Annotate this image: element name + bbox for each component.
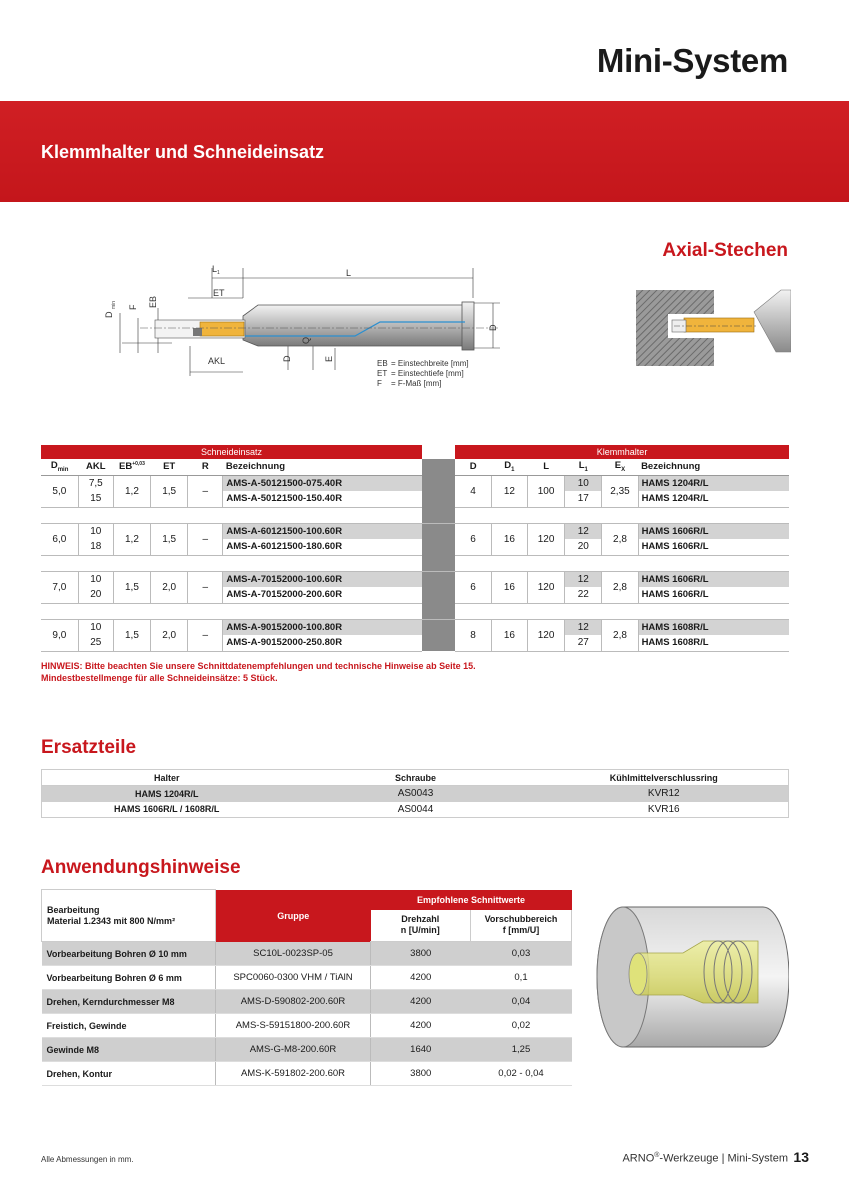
cell-l: 120 [528,571,565,603]
cell-vorschub: 0,1 [471,966,572,990]
cell-insert-code: AMS-A-90152000-100.80R [223,619,422,635]
footer-brand: ARNO®-Werkzeuge | Mini-System [622,1152,788,1165]
table-row [42,786,789,802]
svg-text:D: D [282,355,292,362]
cell-insert-code: AMS-A-70152000-100.60R [223,571,422,587]
cell-l1: 17 [565,491,602,507]
cell-holder-code: HAMS 1606R/L [638,523,789,539]
table-row [42,1014,572,1038]
cell-separator [422,475,455,491]
cell-holder-code: HAMS 1606R/L [638,587,789,603]
cell-dmin: 7,0 [41,571,78,603]
cell-holder-code: HAMS 1204R/L [638,475,789,491]
banner-title: Klemmhalter und Schneideinsatz [41,142,325,162]
cell-akl: 20 [78,587,113,603]
spare-parts-heading: Ersatzteile [41,737,137,758]
section-banner [0,101,849,202]
cell-vorschub: 0,04 [471,990,572,1014]
spacer-row [41,507,789,523]
cell-vorschub: 0,02 [471,1014,572,1038]
drawing-legend [377,359,469,389]
table-row [42,966,572,990]
cell-et: 2,0 [151,619,188,651]
svg-text:L: L [346,268,352,278]
page-title: Mini-System [596,42,788,79]
cell-ex: 2,8 [602,571,638,603]
cell-eb: 1,5 [113,619,150,651]
cell-ex: 2,8 [602,523,638,555]
cell-insert-code: AMS-A-50121500-075.40R [223,475,422,491]
cell-insert-code: AMS-A-60121500-180.60R [223,539,422,555]
notice [41,660,476,684]
cell-vorschub: 0,02 - 0,04 [471,1062,572,1086]
table-row [41,571,789,587]
notice-line-2: Mindestbestellmenge für alle Schneideinsätze: 5 Stück. [41,673,278,683]
col-akl: AKL [78,459,113,475]
cell-l1: 10 [565,475,602,491]
application-heading: Anwendungshinweise [41,857,241,878]
cell-dmin: 5,0 [41,475,78,507]
group-header-insert: Schneideinsatz [41,445,422,459]
cell-drehzahl: 3800 [371,942,471,966]
cell-holder-code: HAMS 1608R/L [638,635,789,651]
col-eb: $EB^{+0,03}$ [113,459,150,475]
cell-bearbeitung: Vorbearbeitung Bohren Ø 10 mm [42,942,216,966]
cell-akl: 10 [78,571,113,587]
cell-insert-code: AMS-A-70152000-200.60R [223,587,422,603]
cell-bearbeitung: Freistich, Gewinde [42,1014,216,1038]
cell-holder-code: HAMS 1204R/L [638,491,789,507]
notice-line-1: HINWEIS: Bitte beachten Sie unsere Schnittdatenempfehlungen und technische Hinweise ab Seite 15. [41,661,476,671]
svg-text:D: D [104,311,114,318]
cell-et: 1,5 [151,475,188,507]
table-row [42,942,572,966]
table-row [41,523,789,539]
page-number: 13 [793,1149,809,1165]
cell-l1: 22 [565,587,602,603]
svg-text:L: L [212,264,218,274]
svg-text:F: F [128,304,138,310]
table-row [42,1062,572,1086]
svg-text:E: E [324,355,334,362]
col-schraube: Schraube [292,770,540,786]
col-ring: Kühlmittelverschlussring [540,770,789,786]
col-empfohlen: Empfohlene Schnittwerte [371,890,572,910]
table-row [42,802,789,818]
group-header-holder: Klemmhalter [455,445,789,459]
application-table [41,889,572,1086]
cell-r: – [188,523,223,555]
col-halter: Halter [42,770,292,786]
cell-drehzahl: 1640 [371,1038,471,1062]
cell-et: 1,5 [151,523,188,555]
col-et: ET [151,459,188,475]
cell-l1: 27 [565,635,602,651]
cell-eb: 1,2 [113,523,150,555]
spacer-row [41,603,789,619]
cell-d1: 16 [491,619,527,651]
footer-note: Alle Abmessungen in mm. [41,1155,134,1164]
product-table [41,445,789,652]
cell-halter: HAMS 1606R/L / 1608R/L [114,804,220,815]
svg-text:D: D [488,324,498,331]
col-l1: $L_1$ [565,459,602,475]
cell-d: 6 [455,523,491,555]
col-bearbeitung: Bearbeitung Material 1.2343 mit 800 N/mm² [42,890,216,942]
cell-l1: 12 [565,523,602,539]
cell-d: 6 [455,571,491,603]
cell-r: – [188,619,223,651]
cell-l1: 20 [565,539,602,555]
axial-grooving-image [636,282,791,366]
cell-ring: KVR16 [647,803,680,815]
cell-d1: 16 [491,523,527,555]
table-row [42,990,572,1014]
col-holder-code: Bezeichnung [638,459,789,475]
cell-drehzahl: 4200 [371,966,471,990]
legend-f: F = F-Maß [mm] [377,379,442,388]
cell-gruppe: AMS-D-590802-200.60R [216,990,371,1014]
svg-text:EB: EB [148,295,158,308]
cell-dmin: 6,0 [41,523,78,555]
cell-drehzahl: 4200 [371,1014,471,1038]
col-ex: $E_X$ [602,459,638,475]
cell-gruppe: SPC0060-0300 VHM / TiAlN [216,966,371,990]
cell-schraube: AS0044 [397,803,434,815]
cell-eb: 1,5 [113,571,150,603]
legend-eb: EB = Einstechbreite [mm] [377,359,469,368]
cell-insert-code: AMS-A-90152000-250.80R [223,635,422,651]
table-row [41,475,789,491]
svg-text:min: min [111,300,117,309]
cell-drehzahl: 3800 [371,1062,471,1086]
cell-eb: 1,2 [113,475,150,507]
cell-l: 100 [528,475,565,507]
cell-akl: 15 [78,491,113,507]
cell-d: 4 [455,475,491,507]
cell-et: 2,0 [151,571,188,603]
cell-d1: 12 [491,475,527,507]
cell-drehzahl: 4200 [371,990,471,1014]
col-drehzahl: Drehzahl n [U/min] [371,910,471,942]
cell-holder-code: HAMS 1608R/L [638,619,789,635]
col-d1: $D_1$ [491,459,527,475]
cell-ex: 2,8 [602,619,638,651]
cell-bearbeitung: Drehen, Kontur [42,1062,216,1086]
cell-bearbeitung: Gewinde M8 [42,1038,216,1062]
cell-akl: 10 [78,619,113,635]
cell-separator [422,491,455,507]
legend-et: ET = Einstechtiefe [mm] [377,369,464,378]
svg-text:AKL: AKL [208,356,226,366]
cell-holder-code: HAMS 1606R/L [638,571,789,587]
cell-halter: HAMS 1204R/L [42,786,292,802]
cell-akl: 25 [78,635,113,651]
cell-ring: KVR12 [540,786,789,802]
col-insert-code: Bezeichnung [223,459,422,475]
cell-l1: 12 [565,619,602,635]
svg-text:1: 1 [217,270,220,276]
cell-separator [422,539,455,555]
cell-d1: 16 [491,571,527,603]
cell-r: – [188,475,223,507]
svg-text:Q: Q [301,336,311,344]
cell-d: 8 [455,619,491,651]
cell-separator [422,523,455,539]
cell-insert-code: AMS-A-60121500-100.60R [223,523,422,539]
cell-gruppe: AMS-K-591802-200.60R [216,1062,371,1086]
cell-l: 120 [528,523,565,555]
cell-bearbeitung: Vorbearbeitung Bohren Ø 6 mm [42,966,216,990]
cell-insert-code: AMS-A-50121500-150.40R [223,491,422,507]
cell-gruppe: AMS-S-59151800-200.60R [216,1014,371,1038]
cell-vorschub: 1,25 [471,1038,572,1062]
cell-separator [422,587,455,603]
spacer-row [41,555,789,571]
cell-dmin: 9,0 [41,619,78,651]
cell-separator [422,619,455,635]
cell-separator [422,571,455,587]
cell-akl: 18 [78,539,113,555]
cell-akl: 10 [78,523,113,539]
cell-gruppe: AMS-G-M8-200.60R [216,1038,371,1062]
cell-l1: 12 [565,571,602,587]
col-r: R [188,459,223,475]
svg-text:ET: ET [213,288,225,298]
cell-gruppe: SC10L-0023SP-05 [216,942,371,966]
col-d: D [455,459,491,475]
spare-parts-table [41,769,789,818]
cell-vorschub: 0,03 [471,942,572,966]
cell-ex: 2,35 [602,475,638,507]
table-row [41,619,789,635]
cell-l: 120 [528,619,565,651]
col-dmin: $D_{min}$ [41,459,78,475]
cell-separator [422,635,455,651]
cell-bearbeitung: Drehen, Kerndurchmesser M8 [42,990,216,1014]
table-row [42,1038,572,1062]
col-vorschub: Vorschubbereich f [mm/U] [471,910,572,942]
col-gruppe: Gruppe [216,890,371,942]
cell-r: – [188,571,223,603]
cell-akl: 7,5 [78,475,113,491]
cell-holder-code: HAMS 1606R/L [638,539,789,555]
cell-schraube: AS0043 [292,786,540,802]
col-l: L [528,459,565,475]
axial-heading: Axial-Stechen [662,240,788,261]
workpiece-image [593,903,789,1051]
